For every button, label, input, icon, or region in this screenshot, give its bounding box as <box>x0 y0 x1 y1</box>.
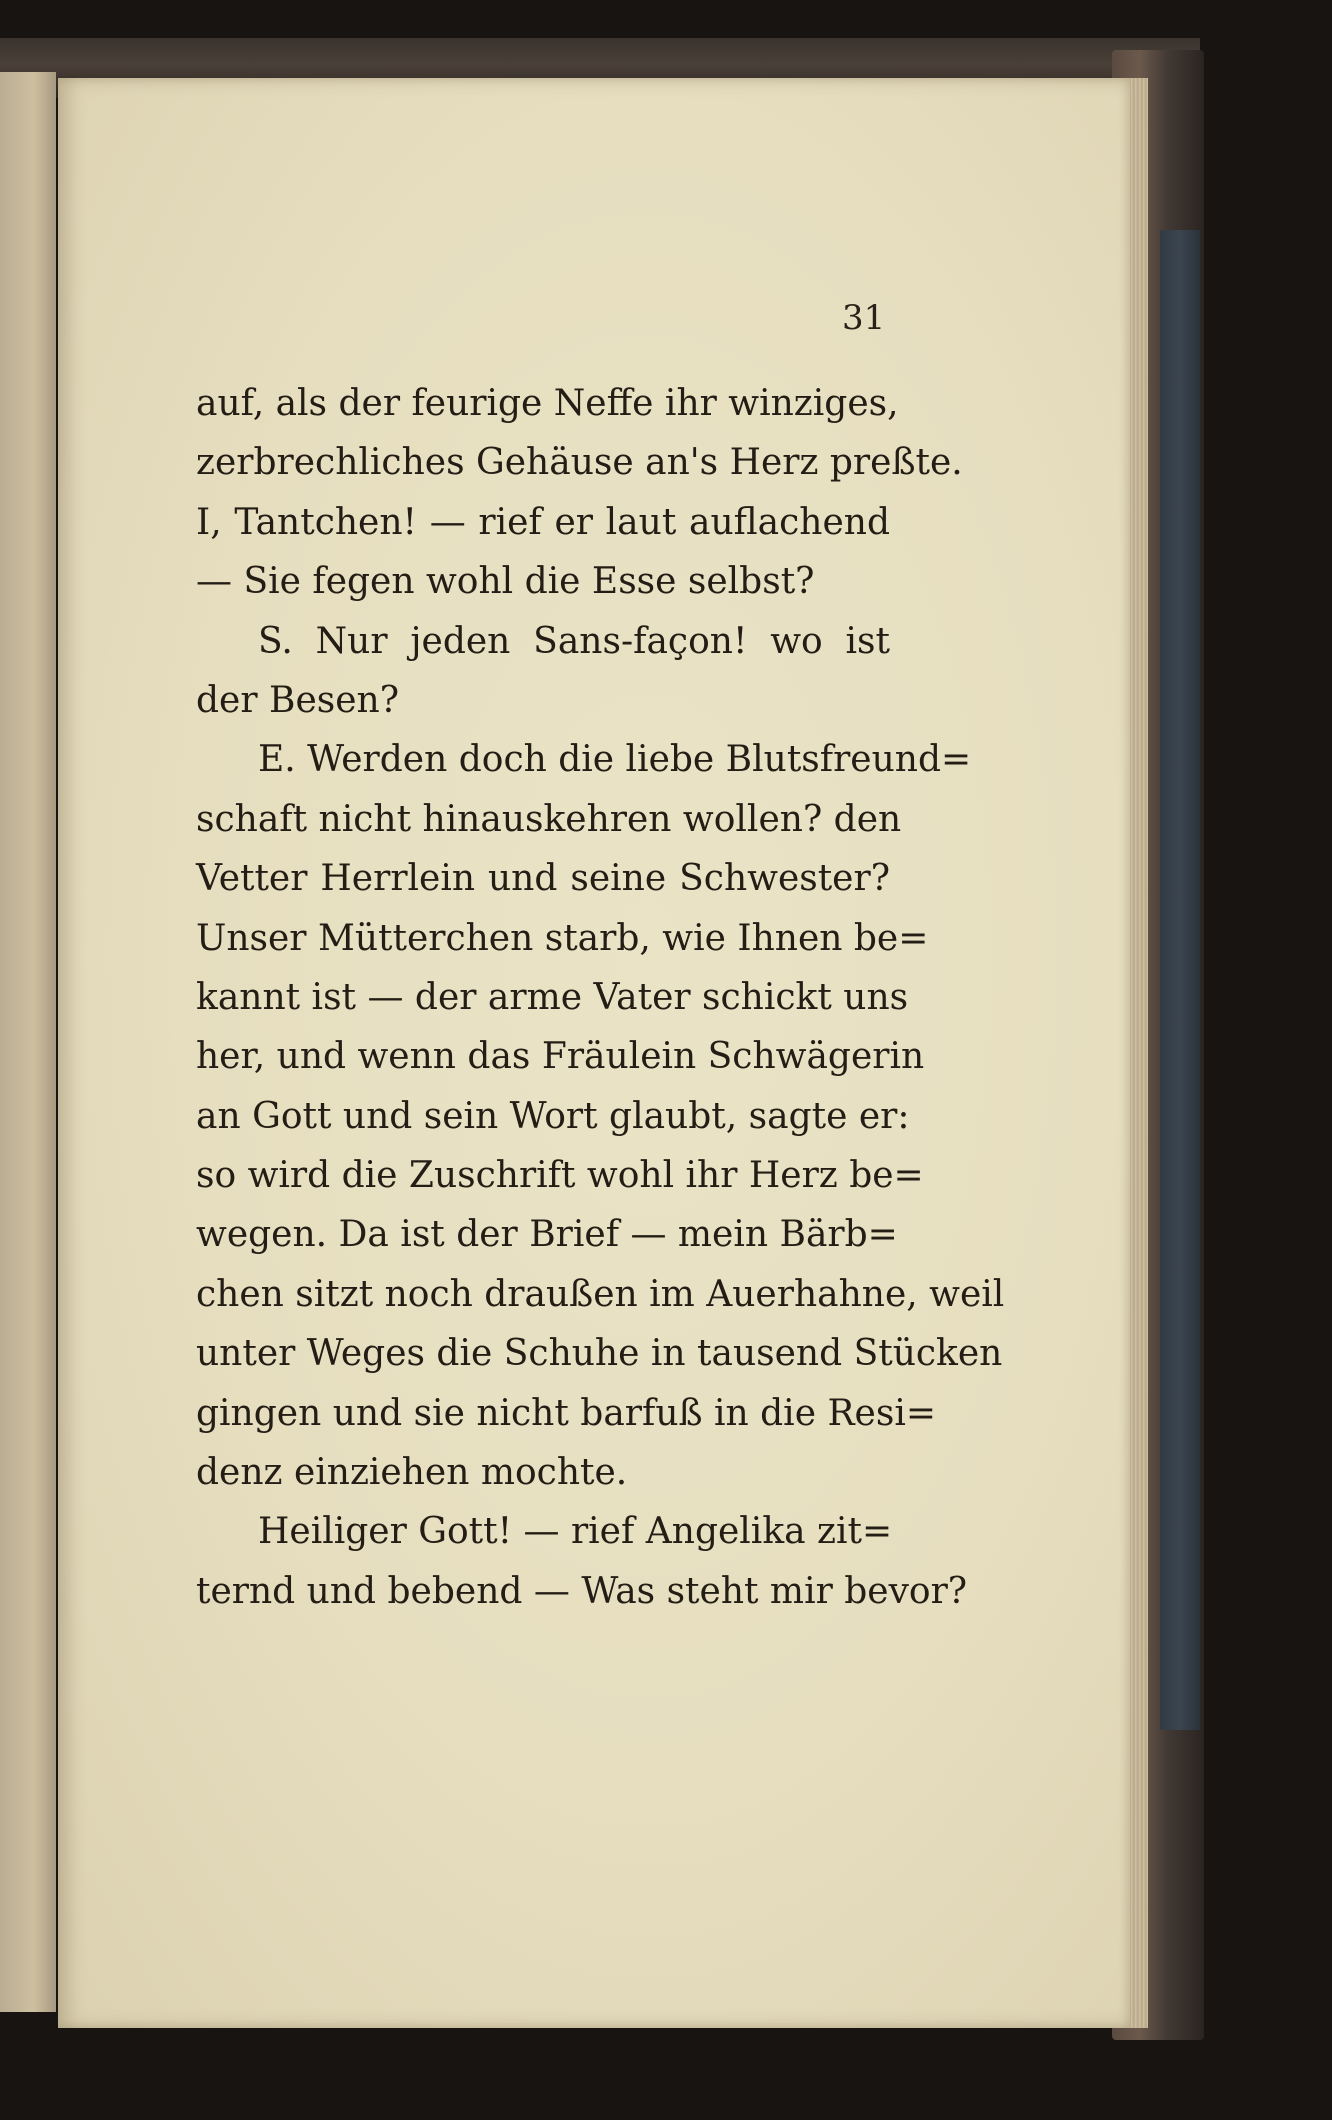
page-number: 31 <box>842 298 886 338</box>
text-line: Vetter Herrlein und seine Schwester? <box>196 858 890 900</box>
text-line: gingen und sie nicht barfuß in die Resi= <box>196 1392 937 1434</box>
text-line: zerbrechliches Gehäuse an's Herz preßte. <box>196 442 963 484</box>
text-line: so wird die Zuschrift wohl ihr Herz be= <box>196 1155 924 1197</box>
text-line: I, Tantchen! — rief er laut auflachend <box>196 501 890 543</box>
text-line: der Besen? <box>196 679 400 721</box>
text-line: her, und wenn das Fräulein Schwägerin <box>196 1036 925 1078</box>
text-line: E. Werden doch die liebe Blutsfreund= <box>258 739 972 781</box>
text-line: auf, als der feurige Neffe ihr winziges, <box>196 383 899 424</box>
text-line: ternd und bebend — Was steht mir bevor? <box>196 1570 968 1612</box>
page-edges <box>1128 78 1148 2028</box>
book-spine <box>1160 230 1200 1730</box>
text-line: wegen. Da ist der Brief — mein Bärb= <box>196 1214 898 1256</box>
text-line: kannt ist — der arme Vater schickt uns <box>196 976 909 1018</box>
text-line: S. Nur jeden Sans-façon! wo ist <box>258 620 890 662</box>
text-line: Heiliger Gott! — rief Angelika zit= <box>258 1511 893 1553</box>
text-line: chen sitzt noch draußen im Auerhahne, weil <box>196 1273 1005 1315</box>
text-line: an Gott und sein Wort glaubt, sagte er: <box>196 1095 910 1137</box>
left-page-edge <box>0 72 56 2012</box>
text-line: — Sie fegen wohl die Esse selbst? <box>196 561 815 603</box>
text-line: schaft nicht hinauskehren wollen? den <box>196 798 902 840</box>
text-line: denz einziehen mochte. <box>196 1452 628 1494</box>
page-text <box>196 374 1005 1621</box>
text-line: Unser Mütterchen starb, wie Ihnen be= <box>196 917 929 959</box>
text-line: unter Weges die Schuhe in tausend Stücken <box>196 1333 1003 1375</box>
